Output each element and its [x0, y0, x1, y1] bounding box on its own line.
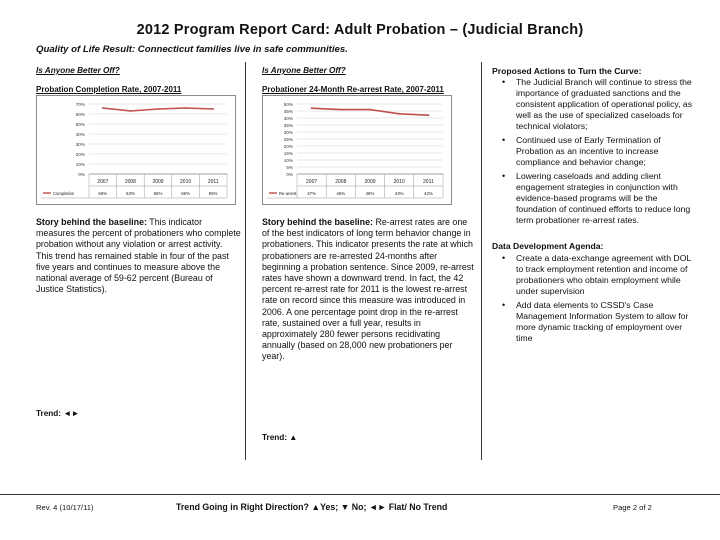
- y-tick-label: 30%: [283, 130, 293, 135]
- y-tick-label: 50%: [75, 122, 85, 127]
- actions-heading: Proposed Actions to Turn the Curve:: [492, 66, 642, 76]
- x-tick-label: 2009: [152, 179, 164, 185]
- data-point: [185, 107, 187, 109]
- data-point: [130, 110, 132, 112]
- column-divider-left: [245, 62, 246, 460]
- middle-story: [262, 217, 474, 363]
- y-tick-label: 50%: [283, 102, 293, 107]
- x-tick-label: 2010: [180, 179, 192, 185]
- left-heading: Is Anyone Better Off?: [36, 66, 120, 75]
- agenda-heading: Data Development Agenda:: [492, 241, 604, 251]
- data-label: 47%: [307, 191, 316, 196]
- rearrest-rate-chart-svg: [263, 96, 451, 204]
- middle-chart-title: Probationer 24-Month Re-arrest Rate, 2007-2011: [262, 85, 444, 94]
- middle-story-label: Story behind the baseline:: [262, 217, 373, 227]
- completion-rate-chart-svg: [37, 96, 235, 204]
- y-tick-label: 15%: [283, 151, 293, 156]
- y-tick-label: 0%: [286, 172, 293, 177]
- data-label: 66%: [181, 191, 190, 196]
- y-tick-label: 35%: [283, 123, 293, 128]
- y-tick-label: 20%: [283, 144, 293, 149]
- agenda-list: [492, 253, 694, 347]
- x-tick-label: 2011: [207, 179, 219, 185]
- x-tick-label: 2010: [393, 179, 405, 185]
- footer-revision: Rev. 4 (10/17/11): [36, 503, 94, 512]
- left-story-text: This indicator measures the percent of probationers who complete probation without any violation or arrest activity. This trend has remained stable in four of the past five years and continues to measure above the national average of 59-62 percent (Bureau of Justice Statistics).: [36, 217, 241, 295]
- data-point: [157, 108, 159, 110]
- data-label: 65%: [208, 191, 218, 196]
- actions-list: [492, 77, 694, 229]
- y-tick-label: 0%: [78, 172, 85, 177]
- agenda-item: • Add data elements to CSSD's Case Management Information System to allow for more dynamic tracking of employment over time: [516, 300, 694, 344]
- legend-label: Re-arrest: [279, 191, 297, 196]
- data-point: [212, 108, 214, 110]
- x-tick-label: 2008: [124, 179, 136, 185]
- rearrest-rate-chart: [262, 95, 452, 205]
- data-point: [102, 107, 104, 109]
- y-tick-label: 25%: [283, 137, 293, 142]
- legend-label: Completion: [53, 191, 75, 196]
- data-label: 63%: [126, 191, 135, 196]
- y-tick-label: 10%: [75, 162, 85, 167]
- action-item: • Continued use of Early Termination of Probation as an incentive to increase compliance and behavior change;: [516, 135, 694, 168]
- x-tick-label: 2007: [97, 179, 109, 185]
- data-point: [311, 107, 313, 109]
- quality-of-life-result: Quality of Life Result: Connecticut families live in safe communities.: [36, 44, 348, 55]
- footer-page-number: Page 2 of 2: [613, 503, 652, 512]
- middle-heading: Is Anyone Better Off?: [262, 66, 346, 75]
- data-label: 46%: [365, 191, 375, 196]
- data-label: 43%: [394, 191, 404, 196]
- page-title: 2012 Program Report Card: Adult Probation – (Judicial Branch): [136, 22, 584, 38]
- data-label: 46%: [336, 191, 346, 196]
- y-tick-label: 70%: [75, 102, 85, 107]
- data-label: 42%: [424, 191, 433, 196]
- action-item: • Lowering caseloads and adding client engagement strategies in conjunction with evidence-based programs will be the foundation of continued efforts to reduce long term probationer re-arrest rates.: [516, 171, 694, 226]
- footer-rule: [0, 494, 720, 495]
- column-divider-right: [481, 62, 482, 460]
- y-tick-label: 40%: [283, 116, 293, 121]
- x-tick-label: 2007: [306, 179, 318, 185]
- left-story: [36, 217, 241, 295]
- data-point: [369, 109, 371, 111]
- action-item: • The Judicial Branch will continue to stress the importance of graduated sanctions and the consistent application of operational policy, as well as the use of specialized caseloads for technical violators;: [516, 77, 694, 132]
- y-tick-label: 30%: [75, 142, 85, 147]
- middle-trend: Trend: ▲: [262, 433, 298, 442]
- y-tick-label: 10%: [283, 158, 293, 163]
- y-tick-label: 40%: [75, 132, 85, 137]
- data-label: 65%: [153, 191, 163, 196]
- y-tick-label: 45%: [283, 109, 293, 114]
- left-chart-title: Probation Completion Rate, 2007-2011: [36, 85, 182, 94]
- y-tick-label: 60%: [75, 112, 85, 117]
- data-point: [428, 114, 430, 116]
- x-tick-label: 2008: [335, 179, 347, 185]
- footer-trend-legend: Trend Going in Right Direction? ▲Yes; ▼ No; ◄► Flat/ No Trend: [176, 502, 448, 512]
- left-trend: Trend: ◄►: [36, 409, 80, 418]
- middle-story-text: Re-arrest rates are one of the best indicators of long term behavior change in probationers. This indicator presents the rate at which probationers are re-arrested 24-months after beginning a probation sentence. Since 2009, re-arrest rates have shown a downward trend. In fact, the 42 percent re-arrest rate for 2011 is the lowest re-arrest rate on record since this measure was introduced in 2006. A one percentage point drop in the re-arrest rate, sustained over a full year, results in approximately 280 fewer persons recidivating annually (based on 28,000 new probationers per year).: [262, 217, 474, 362]
- x-tick-label: 2009: [364, 179, 376, 185]
- completion-rate-chart: [36, 95, 236, 205]
- left-story-label: Story behind the baseline:: [36, 217, 147, 227]
- data-label: 66%: [98, 191, 108, 196]
- x-tick-label: 2011: [423, 179, 434, 185]
- data-point: [398, 113, 400, 115]
- data-point: [340, 109, 342, 111]
- agenda-item: • Create a data-exchange agreement with DOL to track employment retention and income of probationers who obtain employment while under supervision: [516, 253, 694, 297]
- y-tick-label: 5%: [286, 165, 293, 170]
- y-tick-label: 20%: [75, 152, 85, 157]
